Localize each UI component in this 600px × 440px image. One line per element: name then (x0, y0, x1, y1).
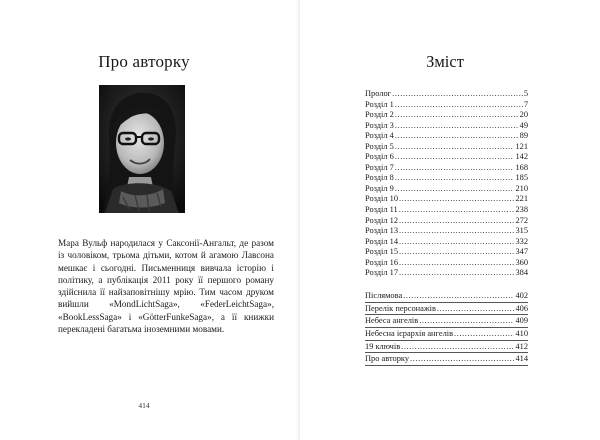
toc-entry-label: Пролог (365, 89, 392, 98)
toc-entry-page: 7 (523, 99, 528, 109)
toc-leader-dots (454, 328, 514, 340)
toc-leader-dots (399, 268, 514, 279)
toc-entry-page: 315 (515, 226, 528, 236)
toc-entry-page: 414 (515, 354, 528, 364)
toc-entry-page: 168 (515, 162, 528, 172)
toc-leader-dots (399, 258, 514, 269)
toc-leader-dots (403, 290, 514, 302)
toc-entry-page: 49 (519, 120, 528, 130)
toc-entry-label: Розділ 6 (365, 152, 394, 162)
toc-leader-dots (399, 194, 514, 205)
toc-entry[interactable] (365, 226, 528, 237)
toc-entry-label: Розділ 15 (365, 247, 399, 257)
table-of-contents (365, 89, 528, 366)
toc-entry-page: 121 (515, 141, 528, 151)
toc-entry[interactable] (365, 152, 528, 163)
toc-entry[interactable] (365, 341, 528, 354)
toc-entry[interactable] (365, 258, 528, 269)
toc-entry-label: 19 ключів (365, 341, 401, 351)
toc-leader-dots (395, 110, 519, 121)
toc-entry[interactable] (365, 247, 528, 258)
toc-leader-dots (395, 100, 523, 111)
toc-entry-page: 332 (515, 236, 528, 246)
toc-entry[interactable] (365, 142, 528, 153)
toc-leader-dots (437, 303, 515, 315)
toc-entry-page: 272 (515, 215, 528, 225)
toc-entry-page: 409 (515, 316, 528, 326)
toc-leader-dots (395, 184, 515, 195)
toc-leader-dots (395, 152, 515, 163)
toc-leader-dots (392, 89, 523, 100)
about-author-title: Про авторку (98, 52, 190, 71)
toc-entry-page: 238 (515, 205, 528, 215)
toc-entry-page: 5 (523, 89, 528, 98)
toc-entry-label: Розділ 14 (365, 236, 399, 246)
toc-entry-page: 410 (515, 328, 528, 338)
toc-entry-label: Розділ 3 (365, 120, 394, 130)
page-number: 414 (138, 401, 150, 410)
toc-entry-page: 402 (515, 290, 528, 300)
toc-entry-page: 412 (515, 341, 528, 351)
toc-entry-label: Розділ 1 (365, 99, 394, 109)
toc-leader-dots (399, 237, 514, 248)
toc-entry-label: Розділ 9 (365, 183, 394, 193)
toc-entry-page: 142 (515, 152, 528, 162)
toc-entry[interactable] (365, 328, 528, 341)
toc-entry-label: Розділ 12 (365, 215, 399, 225)
toc-entry-label: Післямова (365, 290, 403, 300)
author-bio: Мара Вульф народилася у Саксонії-Ангальт, де разом із чоловіком, трьома дітьми, котом й агамою Лавсона мешкає і сьогодні. Письменниця вивчала історію і політику, а публікація 2011 року її першого роману здійснила її найзаповітнішу мрію. Тим часом друком вийшли «MondLichtSaga», «FederLeichtSaga», «BookLessSaga» і «GötterFunkeSaga», а її книжки перекладені багатьма іноземними мовами. (58, 238, 274, 335)
toc-leader-dots (395, 173, 515, 184)
toc-entry-label: Розділ 4 (365, 131, 394, 141)
toc-leader-dots (395, 163, 515, 174)
toc-entry[interactable] (365, 110, 528, 121)
toc-entry[interactable] (365, 268, 528, 279)
toc-spacer (365, 279, 528, 290)
toc-entry-label: Розділ 7 (365, 162, 394, 172)
toc-entry[interactable] (365, 237, 528, 248)
toc-entry[interactable] (365, 303, 528, 316)
contents-title: Зміст (426, 52, 464, 71)
toc-entry[interactable] (365, 121, 528, 132)
toc-entry-page: 89 (519, 131, 528, 141)
toc-leader-dots (399, 216, 514, 227)
toc-entry[interactable] (365, 184, 528, 195)
toc-entry-label: Розділ 10 (365, 194, 399, 204)
toc-leader-dots (399, 205, 515, 216)
toc-leader-dots (401, 341, 514, 353)
toc-entry[interactable] (365, 131, 528, 142)
toc-entry[interactable] (365, 173, 528, 184)
toc-entry-page: 221 (515, 194, 528, 204)
toc-leader-dots (399, 247, 514, 258)
toc-entry-page: 360 (515, 257, 528, 267)
toc-leader-dots (419, 315, 514, 327)
toc-entry-label: Розділ 8 (365, 173, 394, 183)
toc-entry-label: Розділ 2 (365, 110, 394, 120)
toc-entry[interactable] (365, 89, 528, 100)
toc-entry[interactable] (365, 194, 528, 205)
toc-entry-label: Розділ 16 (365, 257, 399, 267)
toc-leader-dots (395, 131, 519, 142)
toc-entry-page: 406 (515, 303, 528, 313)
toc-entry[interactable] (365, 216, 528, 227)
toc-entry-label: Небеса ангелів (365, 316, 419, 326)
toc-entry[interactable] (365, 290, 528, 303)
toc-entry[interactable] (365, 100, 528, 111)
toc-chapters (365, 89, 528, 279)
toc-entry-page: 185 (515, 173, 528, 183)
toc-entry[interactable] (365, 163, 528, 174)
toc-entry-label: Перелік персонажів (365, 303, 436, 313)
toc-entry-label: Небесна ієрархія ангелів (365, 328, 454, 338)
toc-entry[interactable] (365, 205, 528, 216)
toc-entry[interactable] (365, 353, 528, 366)
toc-entry-label: Про авторку (365, 354, 410, 364)
toc-entry-label: Розділ 17 (365, 268, 399, 278)
toc-entry[interactable] (365, 315, 528, 328)
toc-entry-label: Розділ 11 (365, 205, 398, 215)
toc-back-matter (365, 290, 528, 366)
toc-leader-dots (399, 226, 514, 237)
toc-leader-dots (395, 121, 519, 132)
toc-entry-page: 384 (515, 268, 528, 278)
toc-leader-dots (395, 142, 515, 153)
toc-entry-page: 347 (515, 247, 528, 257)
author-portrait-icon (99, 85, 185, 213)
toc-entry-label: Розділ 5 (365, 141, 394, 151)
toc-entry-label: Розділ 13 (365, 226, 399, 236)
toc-leader-dots (410, 353, 514, 365)
toc-entry-page: 20 (519, 110, 528, 120)
toc-entry-page: 210 (515, 183, 528, 193)
